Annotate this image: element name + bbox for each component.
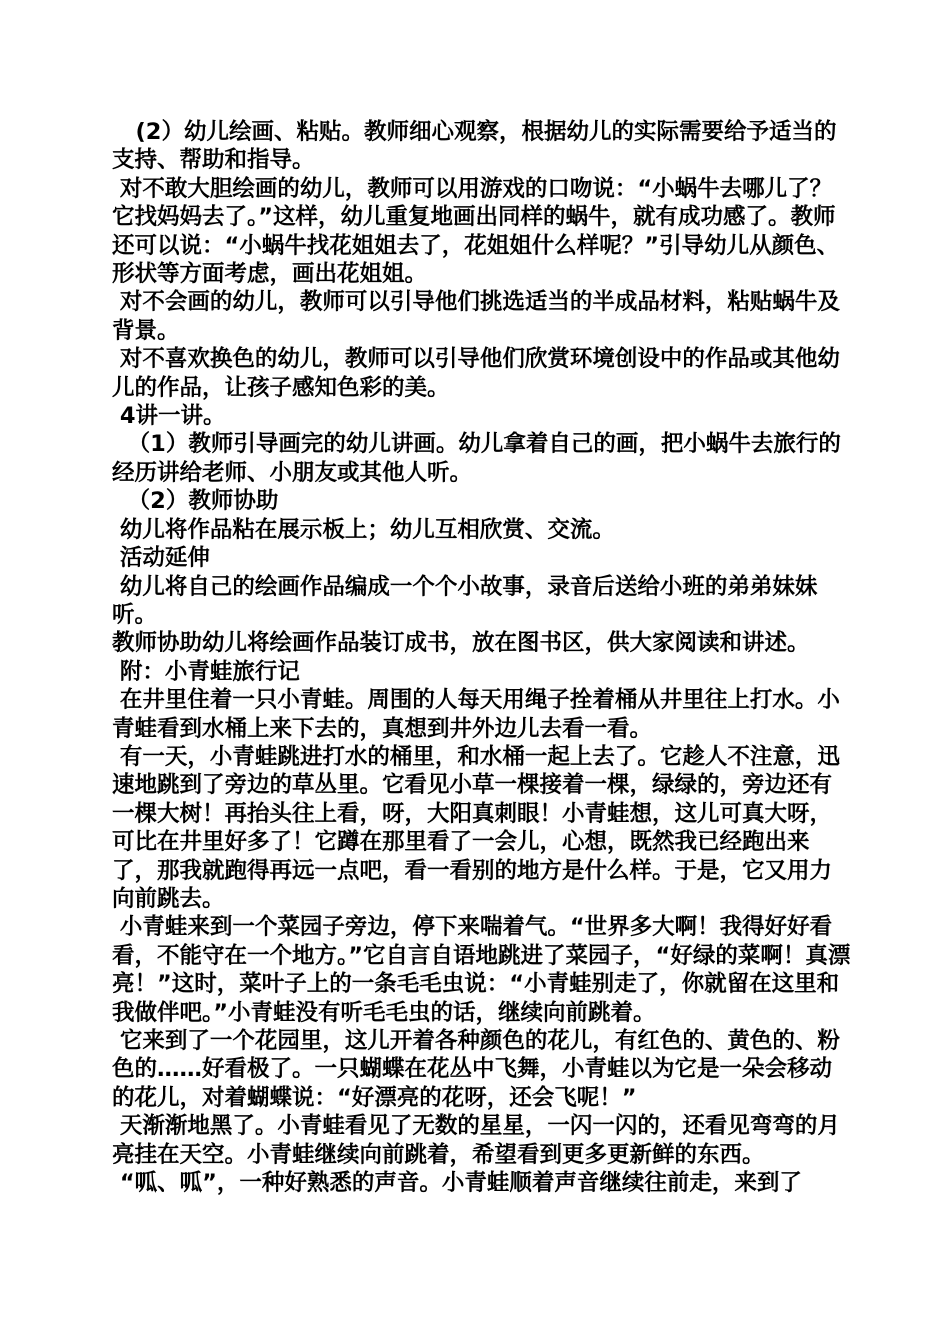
paragraph-story-recording: 幼儿将自己的绘画作品编成一个个小故事，录音后送给小班的弟弟妹妹听。 — [112, 573, 818, 628]
story-paragraph-escape: 有一天，小青蛙跳进打水的桶里，和水桶一起上去了。它趁人不注意，迅速地跳到了旁边的草丛里。它看见小草一棵接着一棵，绿绿的，旁边还有一棵大树！再抬头往上看，呀，大阳真刺眼！小青蛙想，这儿可真大呀，可比在井里好多了！它蹲在那里看了一会儿，心想，既然我已经跑出来了，那我就跑得再远一点吧，看一看别的地方是什么样。于是，它又用力向前跳去。 — [112, 743, 840, 912]
paragraph-unable-children: 对不会画的幼儿，教师可以引导他们挑选适当的半成品材料，粘贴蜗牛及背景。 — [112, 289, 840, 344]
story-paragraph-familiar-sound: “呱、呱”，一种好熟悉的声音。小青蛙顺着声音继续往前走，来到了 — [112, 1170, 802, 1197]
section-heading-extension: 活动延伸 — [112, 545, 210, 572]
story-paragraph-well: 在井里住着一只小青蛙。周围的人每天用绳子拴着桶从井里往上打水。小青蛙看到水桶上来下去的，真想到井外边儿去看一看。 — [112, 687, 840, 742]
story-paragraph-night: 天渐渐地黑了。小青蛙看见了无数的星星，一闪一闪的，还看见弯弯的月亮挂在天空。小青蛙继续向前跳着，希望看到更多更新鲜的东西。 — [112, 1113, 840, 1168]
story-paragraph-vegetable-garden: 小青蛙来到一个菜园子旁边，停下来喘着气。“世界多大啊！我得好好看看，不能守在一个地方。”它自言自语地跳进了菜园子，“好绿的菜啊！真漂亮！”这时，菜叶子上的一条毛毛虫说：“小青蛙别走了，你就留在这里和我做伴吧。”小青蛙没有听毛毛虫的话，继续向前跳着。 — [112, 914, 851, 1026]
story-paragraph-flower-garden: 它来到了一个花园里，这儿开着各种颜色的花儿，有红色的、黄色的、粉色的……好看极了。一只蝴蝶在花丛中飞舞，小青蛙以为它是一朵会移动的花儿，对着蝴蝶说：“好漂亮的花呀，还会飞呢！” — [112, 1028, 840, 1111]
paragraph-teacher-guides: （1）教师引导画完的幼儿讲画。幼儿拿着自己的画，把小蜗牛去旅行的经历讲给老师、小朋友或其他人听。 — [112, 431, 841, 486]
paragraph-timid-children: 对不敢大胆绘画的幼儿，教师可以用游戏的口吻说：“小蜗牛去哪儿了？它找妈妈去了。”这样，幼儿重复地画出同样的蜗牛，就有成功感了。教师还可以说：“小蜗牛找花姐姐去了，花姐姐什么样呢？”引导幼儿从颜色、形状等方面考虑，画出花姐姐。 — [112, 175, 840, 288]
paragraph-teacher-assists: （2）教师协助 — [112, 488, 279, 515]
paragraph-color-children: 对不喜欢换色的幼儿，教师可以引导他们欣赏环境创设中的作品或其他幼儿的作品，让孩子感知色彩的美。 — [112, 346, 840, 401]
document-page — [112, 118, 852, 1197]
appendix-title: 附：小青蛙旅行记 — [112, 658, 300, 685]
paragraph-display-board: 幼儿将作品粘在展示板上；幼儿互相欣赏、交流。 — [112, 516, 615, 543]
paragraph-drawing-pasting: (2）幼儿绘画、粘贴。教师细心观察，根据幼儿的实际需要给予适当的支持、帮助和指导。 — [112, 119, 837, 174]
paragraph-bind-book: 教师协助幼儿将绘画作品装订成书，放在图书区，供大家阅读和讲述。 — [112, 630, 810, 657]
section-heading-tell: 4讲一讲。 — [112, 403, 226, 430]
